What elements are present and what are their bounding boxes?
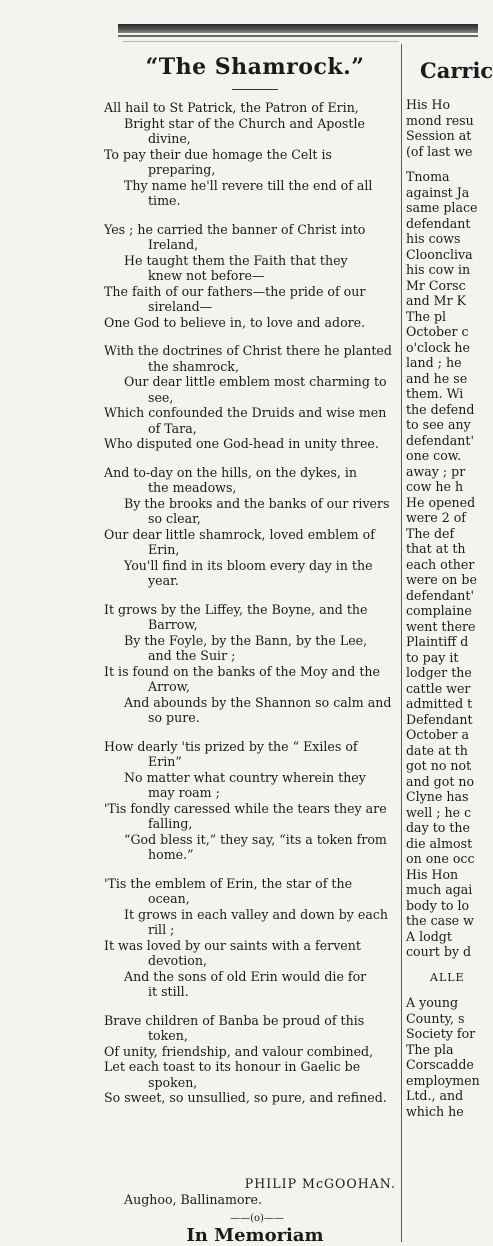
article-line: day to the	[406, 820, 470, 835]
poem-stanza	[104, 222, 400, 331]
poem-line: Ireland,	[148, 237, 199, 252]
right-column-title: Carric	[420, 58, 493, 83]
poem-line: And abounds by the Shannon so calm and	[124, 694, 392, 710]
article-line: admitted t	[406, 696, 473, 711]
article-line: them. Wi	[406, 386, 464, 401]
article-line: His Hon	[406, 866, 459, 882]
poem-line: Arrow,	[148, 679, 191, 694]
poem-line: the meadows,	[148, 480, 237, 495]
poem-line: falling,	[148, 816, 193, 831]
article-line: Tnoma	[406, 169, 450, 184]
article-line: against Ja	[406, 184, 470, 200]
poem-line: so clear,	[148, 511, 201, 526]
next-heading: In Memoriam	[186, 1225, 324, 1246]
poem-stanza	[104, 100, 400, 209]
article-line: Plaintiff d	[406, 634, 469, 649]
poem-place: Aughoo, Ballinamore.	[124, 1192, 263, 1207]
article-line: body to lo	[406, 897, 470, 913]
poem-line: It grows in each valley and down by each	[124, 906, 388, 922]
poem-line: preparing,	[148, 162, 216, 177]
poem-line: Our dear little emblem most charming to	[124, 374, 387, 389]
poem-line: so pure.	[148, 710, 200, 725]
article-line: and got no	[406, 773, 475, 789]
article-line: were 2 of	[406, 510, 466, 525]
article-line: the defend	[406, 401, 475, 417]
poem-line: Our dear little shamrock, loved emblem of	[104, 526, 375, 542]
column-gap	[406, 985, 478, 995]
article-line: The pla	[406, 1041, 454, 1057]
article-line: were on be	[406, 572, 477, 587]
column-divider	[401, 44, 402, 1242]
poem-line: Brave children of Banba be proud of this	[104, 1012, 365, 1028]
article-line: away ; pr	[406, 463, 466, 479]
poem-line: spoken,	[148, 1074, 198, 1090]
poem-line: it still.	[148, 984, 189, 999]
article-line: cow he h	[406, 479, 464, 494]
article-line: Clyne has	[406, 789, 469, 804]
poem-line: devotion,	[148, 953, 207, 968]
article-line: The pl	[406, 308, 447, 324]
poem-line: and the Suir ;	[148, 648, 236, 663]
article-line: October c	[406, 324, 469, 339]
poem-line: 'Tis fondly caressed while the tears they are	[104, 800, 387, 816]
poem-line: And to-day on the hills, on the dykes, in	[104, 464, 358, 480]
poem-line: Barrow,	[148, 617, 198, 632]
poem-line: may roam ;	[148, 785, 220, 800]
article-line: die almost	[406, 835, 473, 851]
poem-line: How dearly 'tis prized by the “ Exiles of	[104, 738, 358, 754]
top-rule-thin	[118, 35, 478, 37]
article-line: October a	[406, 727, 470, 742]
article-line: to pay it	[406, 649, 459, 665]
poem-line: To pay their due homage the Celt is	[104, 146, 332, 162]
poem-line: Erin”	[148, 754, 182, 769]
poem-line: One God to believe in, to love and adore.	[104, 314, 366, 330]
article-line: his cows	[406, 231, 461, 246]
poem-line: Thy name he'll revere till the end of all	[124, 177, 373, 193]
poem-line: Which confounded the Druids and wise men	[104, 405, 387, 420]
article-line: the case w	[406, 913, 474, 928]
poem-stanza	[104, 343, 400, 452]
article-line: County, s	[406, 1010, 465, 1026]
poem-line: the shamrock,	[148, 358, 239, 374]
article-line: o'clock he	[406, 339, 470, 355]
article-line: his cow in	[406, 262, 471, 277]
article-line: mond resu	[406, 112, 474, 128]
article-line: cattle wer	[406, 680, 471, 696]
poem-body	[104, 100, 400, 1119]
article-line: A young	[406, 995, 459, 1010]
poem-line: “God bless it,” they say, “its a token from	[124, 831, 387, 847]
article-subheading: ALLE	[430, 970, 465, 984]
header-rule	[123, 41, 399, 42]
article-line: much agai	[406, 882, 473, 897]
poem-line: No matter what country wherein they	[124, 769, 366, 785]
poem-line: of Tara,	[148, 420, 197, 436]
section-separator: ——(o)——	[230, 1213, 284, 1224]
article-line: date at th	[406, 742, 468, 758]
column-gap	[406, 960, 478, 970]
article-line: same place	[406, 200, 478, 215]
poem-line: Bright star of the Church and Apostle	[124, 115, 365, 131]
title-ornament	[232, 89, 278, 90]
poem-line: With the doctrines of Christ there he planted	[104, 343, 392, 358]
article-line: (of last we	[406, 143, 473, 159]
poem-line: 'Tis the emblem of Erin, the star of the	[104, 875, 353, 891]
poem-line: divine,	[148, 131, 191, 146]
article-line: Clooncliva	[406, 246, 473, 262]
article-line: lodger the	[406, 665, 472, 680]
article-line: well ; he c	[406, 804, 472, 820]
article-line: land ; he	[406, 355, 462, 370]
poem-line: token,	[148, 1028, 188, 1043]
article-line: His Ho	[406, 97, 451, 112]
poem-line: Of unity, friendship, and valour combined,	[104, 1043, 374, 1059]
poem-line: All hail to St Patrick, the Patron of Erin,	[104, 100, 359, 115]
poem-line: It was loved by our saints with a fervent	[104, 937, 361, 953]
article-line: to see any	[406, 417, 471, 432]
poem-line: It grows by the Liffey, the Boyne, and the	[104, 601, 368, 617]
article-line: Defendant	[406, 711, 473, 727]
poem-line: home.”	[148, 847, 194, 862]
article-line: The def	[406, 525, 455, 541]
poem-line: time.	[148, 193, 181, 208]
poem-stanza	[104, 1013, 400, 1106]
poem-line: year.	[148, 573, 179, 588]
poem-stanza	[104, 602, 400, 726]
article-line: Society for	[406, 1026, 476, 1041]
poem-line: Yes ; he carried the banner of Christ into	[104, 221, 366, 237]
poem-title: “The Shamrock.”	[145, 54, 365, 80]
article-line: Corscadde	[406, 1057, 474, 1072]
article-line: on one occ	[406, 851, 475, 866]
article-line: defendant'	[406, 587, 474, 603]
article-line: Session at	[406, 128, 472, 143]
poem-line: It is found on the banks of the Moy and the	[104, 663, 380, 679]
article-line: went there	[406, 618, 476, 634]
poem-line: The faith of our fathers—the pride of our	[104, 283, 366, 299]
article-line: which he	[406, 1103, 464, 1119]
article-line: and he se	[406, 370, 468, 386]
article-line: and Mr K	[406, 293, 467, 308]
poem-line: Erin,	[148, 542, 180, 557]
article-line: defendant	[406, 215, 471, 231]
poem-line: You'll find in its bloom every day in the	[124, 557, 373, 573]
poem-line: Let each toast to its honour in Gaelic be	[104, 1059, 361, 1074]
poem-line: By the Foyle, by the Bann, by the Lee,	[124, 632, 368, 648]
article-line: defendant'	[406, 432, 474, 448]
article-line: A lodgt	[406, 928, 452, 944]
poem-line: And the sons of old Erin would die for	[124, 968, 367, 984]
article-line: got no not	[406, 758, 472, 773]
article-line: complaine	[406, 603, 472, 618]
poem-line: By the brooks and the banks of our rivers	[124, 495, 390, 511]
poem-line: ocean,	[148, 891, 190, 906]
article-line: Mr Corsc	[406, 277, 466, 293]
poem-line: He taught them the Faith that they	[124, 252, 348, 268]
poem-line: see,	[148, 389, 174, 405]
article-line: each other	[406, 556, 475, 572]
poem-line: rill ;	[148, 922, 175, 937]
poem-stanza	[104, 739, 400, 863]
poem-stanza	[104, 465, 400, 589]
article-line: He opened	[406, 494, 476, 510]
article-line: Ltd., and	[406, 1088, 464, 1103]
poem-line: So sweet, so unsullied, so pure, and refined.	[104, 1090, 387, 1105]
poem-stanza	[104, 876, 400, 1000]
top-rule	[118, 24, 478, 33]
column-gap	[406, 159, 478, 169]
article-line: that at th	[406, 541, 466, 556]
article-line: one cow.	[406, 448, 462, 463]
poem-line: Who disputed one God-head in unity three.	[104, 436, 379, 451]
poem-author: PHILIP McGOOHAN.	[244, 1176, 396, 1191]
right-column-body	[406, 97, 478, 1119]
article-line: employmen	[406, 1072, 480, 1088]
article-line: court by d	[406, 944, 472, 959]
poem-line: sireland—	[148, 299, 213, 314]
poem-line: knew not before—	[148, 268, 265, 283]
